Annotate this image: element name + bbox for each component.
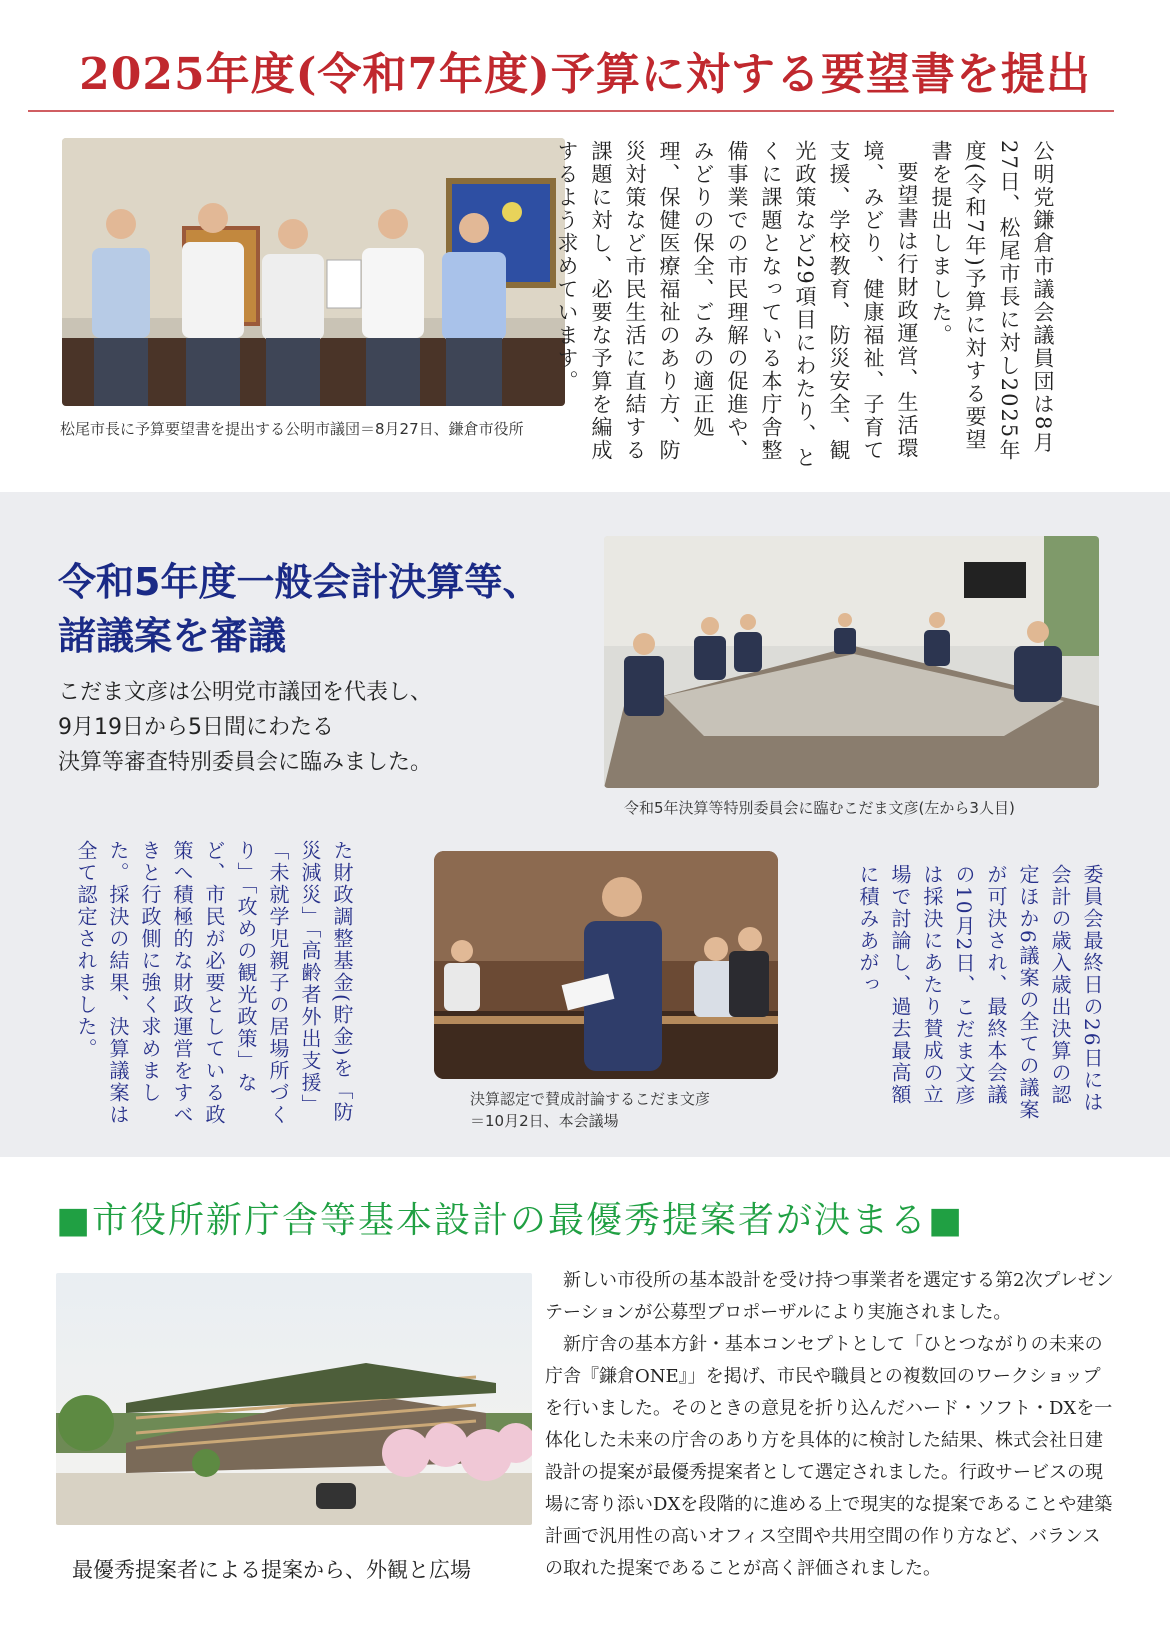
section3-paragraph-2: 新庁舎の基本方針・基本コンセプトとして「ひとつながりの未来の庁舎『鎌倉ONE』」を掲げ、市民や職員との複数回のワークショップを行いました。そのときの意見を折り込んだハード・ソフト・DXを一体化した未来の庁舎のあり方を具体的に検討した結果、株式会社日建設計の提案が最優秀提案者として選定されました。行政サービスの現場に寄り添いDXを段階的に進める上で現実的な提案であることや建築計画で汎用性の高いオフィス空間や共用空間の作り方など、バランスの取れた提案であることが高く評価されました。 bbox=[545, 1334, 1113, 1579]
section3-title: ■市役所新庁舎等基本設計の最優秀提案者が決まる■ bbox=[56, 1200, 965, 1241]
mayor-photo-caption: 松尾市長に予算要望書を提出する公明市議団＝8月27日、鎌倉市役所 bbox=[60, 420, 524, 438]
section1-body bbox=[550, 140, 1060, 470]
section2-title-line1: 令和5年度一般会計決算等、 bbox=[58, 560, 541, 604]
section2-lead-line2: 9月19日から5日間にわたる bbox=[58, 715, 334, 740]
rendering-caption: 最優秀提案者による提案から、外観と広場 bbox=[72, 1558, 471, 1582]
plenary-caption-line1: 決算認定で賛成討論するこだま文彦 bbox=[470, 1090, 711, 1108]
section1-title: 2025年度(令和7年度)予算に対する要望書を提出 bbox=[79, 49, 1091, 100]
section1-paragraph-2: 要望書は行財政運営、生活環境、みどり、健康福祉、子育て支援、学校教育、防災安全、観光政策など29項目にわたり、とくに課題となっている本庁舎整備事業での市民理解の促進や、みどりの保全、ごみの適正処理、保健医療福祉のあり方、防災対策など市民生活に直結する課題に対し、必要な予算を編成するよう求めています。 bbox=[555, 140, 919, 470]
plenary-photo-caption bbox=[470, 1088, 710, 1132]
new-city-hall-rendering bbox=[56, 1273, 532, 1525]
committee-photo-caption: 令和5年決算等特別委員会に臨むこだま文彦(左から3人目) bbox=[624, 799, 1015, 817]
section2-right-column: 委員会最終日の26日には会計の歳入歳出決算の認定ほか6議案の全ての議案が可決され、最終本会議の10月2日、こだま文彦は採決にあたり賛成の立場で討論し、過去最高額に積みあがっ bbox=[856, 864, 1104, 1121]
plenary-speech-photo bbox=[434, 851, 778, 1079]
section2-lead-line3: 決算等審査特別委員会に臨みました。 bbox=[58, 750, 433, 775]
section2-lead bbox=[58, 675, 432, 780]
section2-left-column: た財政調整基金(貯金)を「防災減災」「高齢者外出支援」「未就学児親子の居場所づくり」「攻めの観光政策」など、市民が必要としている政策へ積極的な財政運営をすべきと行政側に強く求めました。採決の結果、決算議案は全て認定されました。 bbox=[74, 840, 354, 1126]
section2-title bbox=[58, 555, 540, 663]
section3-body bbox=[545, 1265, 1115, 1585]
committee-room-photo bbox=[604, 536, 1099, 788]
section3-paragraph-1: 新しい市役所の基本設計を受け持つ事業者を選定する第2次プレゼンテーションが公募型プロポーザルにより実施されました。 bbox=[545, 1270, 1114, 1323]
section2-lead-line1: こだま文彦は公明党市議団を代表し、 bbox=[58, 680, 433, 705]
mayor-meeting-photo bbox=[62, 138, 565, 406]
plenary-caption-line2: ＝10月2日、本会議場 bbox=[470, 1112, 619, 1130]
section1-paragraph-1: 公明党鎌倉市議会議員団は8月27日、松尾市長に対し2025年度(令和7年)予算に対する要望書を提出しました。 bbox=[929, 140, 1055, 463]
section2-title-line2: 諸議案を審議 bbox=[58, 614, 287, 658]
section1-divider bbox=[28, 110, 1114, 112]
